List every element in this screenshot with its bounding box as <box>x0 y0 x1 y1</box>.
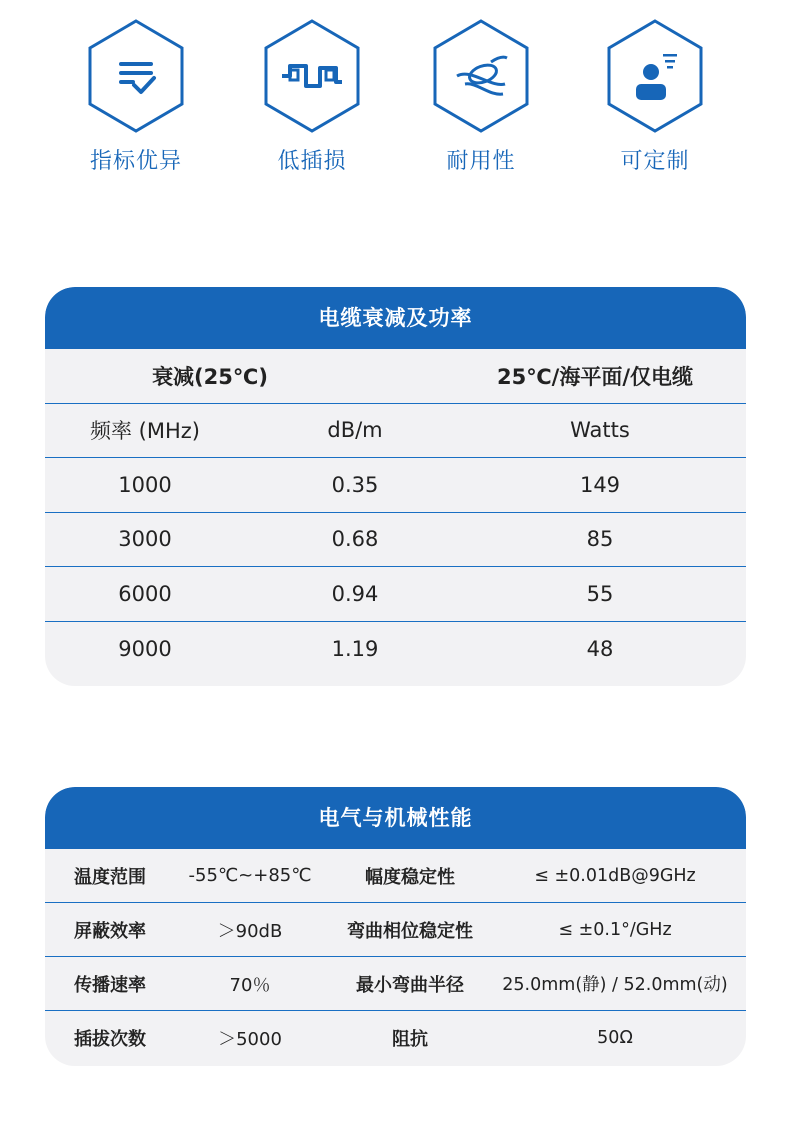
table-row <box>45 1011 746 1065</box>
cell-attenuation: 0.94 <box>331 581 379 606</box>
table-row <box>45 849 746 903</box>
table-row <box>45 957 746 1011</box>
spec-value: 70％ <box>229 974 271 996</box>
cell-frequency: 9000 <box>118 636 172 661</box>
spec-label: 屏蔽效率 <box>74 920 146 942</box>
spec-value: 25.0mm(静) / 52.0mm(动) <box>502 975 728 995</box>
table-header-row <box>45 404 746 459</box>
feature-label: 耐用性 <box>446 149 516 174</box>
feature-low-loss <box>242 18 382 175</box>
cell-attenuation: 1.19 <box>331 636 379 661</box>
column-header-frequency: 频率 (MHz) <box>90 419 200 444</box>
spec-label: 插拔次数 <box>74 1029 146 1050</box>
table-title: 电缆衰减及功率 <box>45 287 746 349</box>
spec-value: -55℃~+85℃ <box>188 865 312 886</box>
feature-label: 指标优异 <box>89 149 182 174</box>
cable-coil-icon <box>431 18 531 134</box>
spec-label: 幅度稳定性 <box>365 866 455 888</box>
table-row <box>45 458 746 513</box>
spec-label: 传播速率 <box>74 974 146 996</box>
spec-value: 50Ω <box>597 1028 633 1048</box>
spec-label: 弯曲相位稳定性 <box>347 920 473 942</box>
spec-value: ≤ ±0.1°/GHz <box>558 919 672 940</box>
cell-power: 55 <box>586 581 614 606</box>
custom-user-icon <box>605 18 705 134</box>
cell-frequency: 1000 <box>118 472 172 497</box>
spec-value: ＞90dB <box>217 920 283 942</box>
cell-power: 48 <box>586 636 614 661</box>
feature-durability <box>411 18 551 175</box>
spec-label: 阻抗 <box>392 1029 428 1050</box>
spec-table <box>45 787 746 1066</box>
cell-frequency: 3000 <box>118 527 172 552</box>
table-super-header <box>45 349 746 404</box>
column-header-watts: Watts <box>570 418 630 443</box>
spec-label: 最小弯曲半径 <box>356 974 464 996</box>
spec-value: ＞5000 <box>218 1029 282 1050</box>
super-header-attenuation: 衰减(25℃) <box>152 364 268 389</box>
column-header-dbm: dB/m <box>327 418 383 443</box>
feature-label: 可定制 <box>620 149 690 174</box>
feature-customizable <box>585 18 725 175</box>
table-row <box>45 567 746 622</box>
cell-attenuation: 0.68 <box>331 527 379 552</box>
cell-power: 85 <box>586 527 614 552</box>
table-row <box>45 622 746 677</box>
cell-attenuation: 0.35 <box>331 472 379 497</box>
attenuation-table <box>45 287 746 686</box>
cell-frequency: 6000 <box>118 581 172 606</box>
super-header-power: 25℃/海平面/仅电缆 <box>497 364 693 389</box>
spec-label: 温度范围 <box>74 866 146 888</box>
feature-label: 低插损 <box>277 149 347 174</box>
table-row <box>45 513 746 568</box>
feature-row <box>0 18 790 188</box>
table-title: 电气与机械性能 <box>45 787 746 849</box>
table-row <box>45 903 746 957</box>
checklist-icon <box>86 18 186 134</box>
signal-loop-icon <box>262 18 362 134</box>
feature-spec <box>66 18 206 175</box>
cell-power: 149 <box>579 472 621 497</box>
spec-value: ≤ ±0.01dB@9GHz <box>534 865 696 886</box>
